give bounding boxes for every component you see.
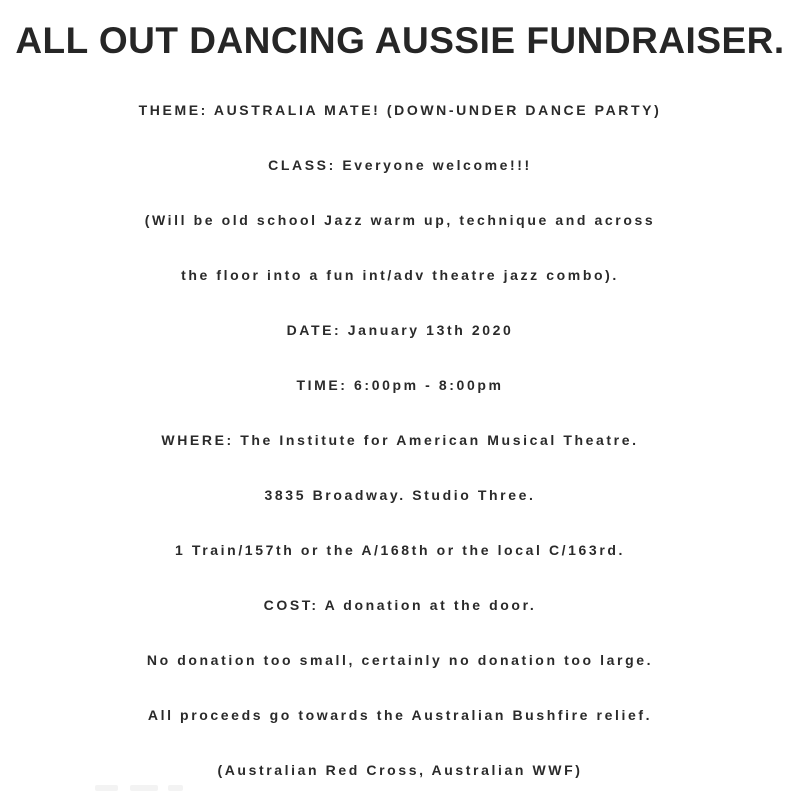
flyer-line-class-note-2: the floor into a fun int/adv theatre jazz combo). xyxy=(181,266,619,283)
cutoff-text-artifact xyxy=(168,785,183,791)
flyer-line-time: TIME: 6:00pm - 8:00pm xyxy=(296,376,504,393)
flyer-line-subway-directions: 1 Train/157th or the A/168th or the local C/163rd. xyxy=(174,541,626,558)
flyer-body xyxy=(0,82,800,797)
flyer-line-address: 3835 Broadway. Studio Three. xyxy=(264,486,536,503)
cutoff-text-artifact xyxy=(130,785,158,791)
flyer-line-theme: THEME: AUSTRALIA MATE! (DOWN-UNDER DANCE PARTY) xyxy=(138,101,662,118)
flyer-line-charities: (Australian Red Cross, Australian WWF) xyxy=(217,761,583,778)
flyer-title: ALL OUT DANCING AUSSIE FUNDRAISER. xyxy=(15,20,785,61)
flyer-line-donation-note-1: No donation too small, certainly no donation too large. xyxy=(146,651,654,668)
flyer-line-date: DATE: January 13th 2020 xyxy=(286,321,514,338)
flyer-line-cost: COST: A donation at the door. xyxy=(263,596,537,613)
cutoff-text-artifact xyxy=(95,785,118,791)
flyer-line-class-note-1: (Will be old school Jazz warm up, technique and across xyxy=(144,211,656,228)
flyer-line-where: WHERE: The Institute for American Musical Theatre. xyxy=(161,431,639,448)
flyer-line-class: CLASS: Everyone welcome!!! xyxy=(268,156,532,173)
flyer-line-donation-note-2: All proceeds go towards the Australian Bushfire relief. xyxy=(147,706,653,723)
